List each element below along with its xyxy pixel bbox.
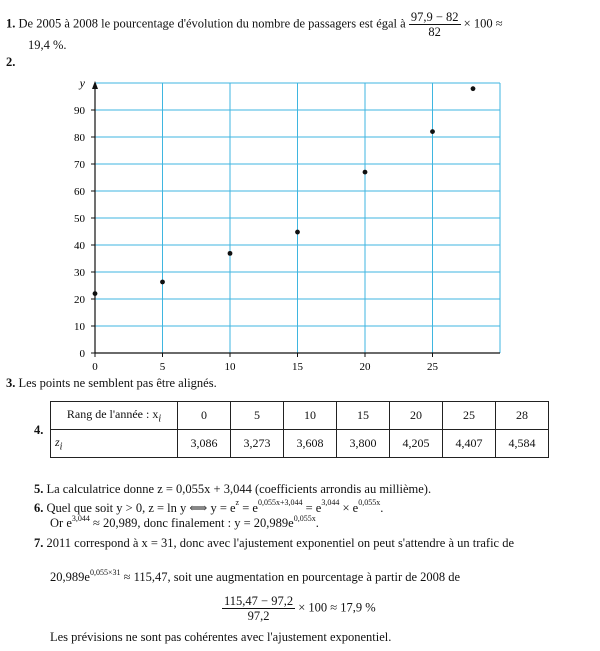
table-cell: 4,584 — [496, 430, 549, 458]
table-header-rank: Rang de l'année : $x_i$ — [51, 402, 178, 430]
item-3 — [6, 376, 217, 391]
table-cell: 5 — [231, 402, 284, 430]
item-1-result: 19,4 %. — [28, 38, 67, 52]
item-3-text: Les points ne semblent pas être alignés. — [18, 376, 217, 390]
item-5 — [34, 482, 431, 497]
item-1 — [6, 10, 596, 39]
item-7-number: 7. — [34, 536, 44, 550]
table-cell: 3,608 — [284, 430, 337, 458]
y-tick-label: 0 — [79, 348, 85, 360]
y-tick-label: 60 — [74, 186, 85, 198]
item-7-line-2: $20,989e^{0,055\times 31} \approx 115,47$, soit une augmentation en pourcentage à partir de 2008 de — [50, 568, 461, 584]
table-cell: 3,273 — [231, 430, 284, 458]
data-point — [363, 170, 368, 175]
item-1-number: 1. — [6, 16, 16, 31]
table-cell: 15 — [337, 402, 390, 430]
data-point — [93, 291, 98, 296]
item-3-number: 3. — [6, 376, 16, 390]
item-7-frac-den: 97,2 — [247, 609, 270, 623]
item-1-fraction — [409, 10, 461, 39]
y-tick-labels — [74, 105, 95, 360]
table-cell: 3,800 — [337, 430, 390, 458]
x-tick-label: 5 — [159, 361, 166, 373]
table-row-z — [51, 430, 549, 458]
item-6-number: 6. — [34, 501, 44, 515]
item-1-frac-num: 97,9 − 82 — [410, 10, 459, 24]
item-7-conclusion: Les prévisions ne sont pas cohérentes avec l'ajustement exponentiel. — [50, 630, 392, 644]
x-tick-label: 20 — [359, 361, 371, 373]
y-tick-label: 70 — [74, 159, 85, 171]
y-tick-label: 90 — [74, 105, 85, 117]
item-6-line-1: 6. Quel que soit y > 0, z = ln y ⟺ $y = e^z = e^{0,055x+3,044} = e^{3,044} \times e^{0,055x}$. — [34, 498, 384, 515]
item-5-number: 5. — [34, 482, 44, 496]
table-cell: 3,086 — [178, 430, 231, 458]
y-axis-arrow — [92, 81, 98, 89]
x-tick-label: 0 — [92, 361, 98, 373]
y-tick-label: 10 — [74, 321, 85, 333]
values-table — [50, 401, 549, 458]
item-6-line-2: Or $e^{3,044} \approx 20,989$, donc finalement : $y = 20,989e^{0,055x}$. — [50, 514, 319, 530]
table-cell: 25 — [443, 402, 496, 430]
table-row-ranks — [51, 402, 549, 430]
x-tick-label: 10 — [224, 361, 236, 373]
x-tick-label: 25 — [427, 361, 438, 373]
x-tick-label: 15 — [292, 361, 303, 373]
y-tick-label: 40 — [74, 240, 85, 252]
item-7-fraction-line: $\frac{115,47 - 97,2}{97,2}$ × 100 ≈ 17,9 % — [224, 594, 376, 623]
y-tick-label: 30 — [74, 267, 85, 279]
scatter-chart — [0, 70, 600, 380]
data-point — [430, 129, 435, 134]
item-1-text: De 2005 à 2008 le pourcentage d'évolution du nombre de passagers est égal à — [18, 16, 406, 31]
item-7-fraction — [222, 594, 295, 623]
data-point — [471, 86, 476, 91]
table-cell: 0 — [178, 402, 231, 430]
data-point — [228, 251, 233, 256]
item-7-frac-num: 115,47 − 97,2 — [224, 594, 294, 608]
item-7-line-1: 7. 2011 correspond à x = 31, donc avec l'ajustement exponentiel on peut s'attendre à un trafic de — [34, 536, 515, 550]
table-cell: 4,407 — [443, 430, 496, 458]
y-tick-label: 50 — [74, 213, 85, 225]
data-point — [295, 230, 300, 235]
table-cell: 4,205 — [390, 430, 443, 458]
chart-grid — [95, 83, 500, 353]
table-cell: 28 — [496, 402, 549, 430]
table-header-z: $z_i$ — [51, 430, 178, 458]
item-2-number: 2. — [6, 55, 16, 69]
y-axis-label: y — [79, 76, 85, 90]
item-5-text: La calculatrice donne z = 0,055x + 3,044 (coefficients arrondis au millième). — [46, 482, 432, 496]
y-tick-label: 20 — [74, 294, 85, 306]
data-point — [160, 280, 165, 285]
y-tick-label: 80 — [74, 132, 85, 144]
item-1-frac-den: 82 — [428, 25, 441, 39]
chart-axes — [92, 81, 500, 353]
x-tick-labels — [92, 353, 438, 373]
table-cell: 20 — [390, 402, 443, 430]
item-1-tail: × 100 ≈ — [463, 16, 503, 31]
table-cell: 10 — [284, 402, 337, 430]
item-4-number: 4. — [34, 423, 44, 437]
